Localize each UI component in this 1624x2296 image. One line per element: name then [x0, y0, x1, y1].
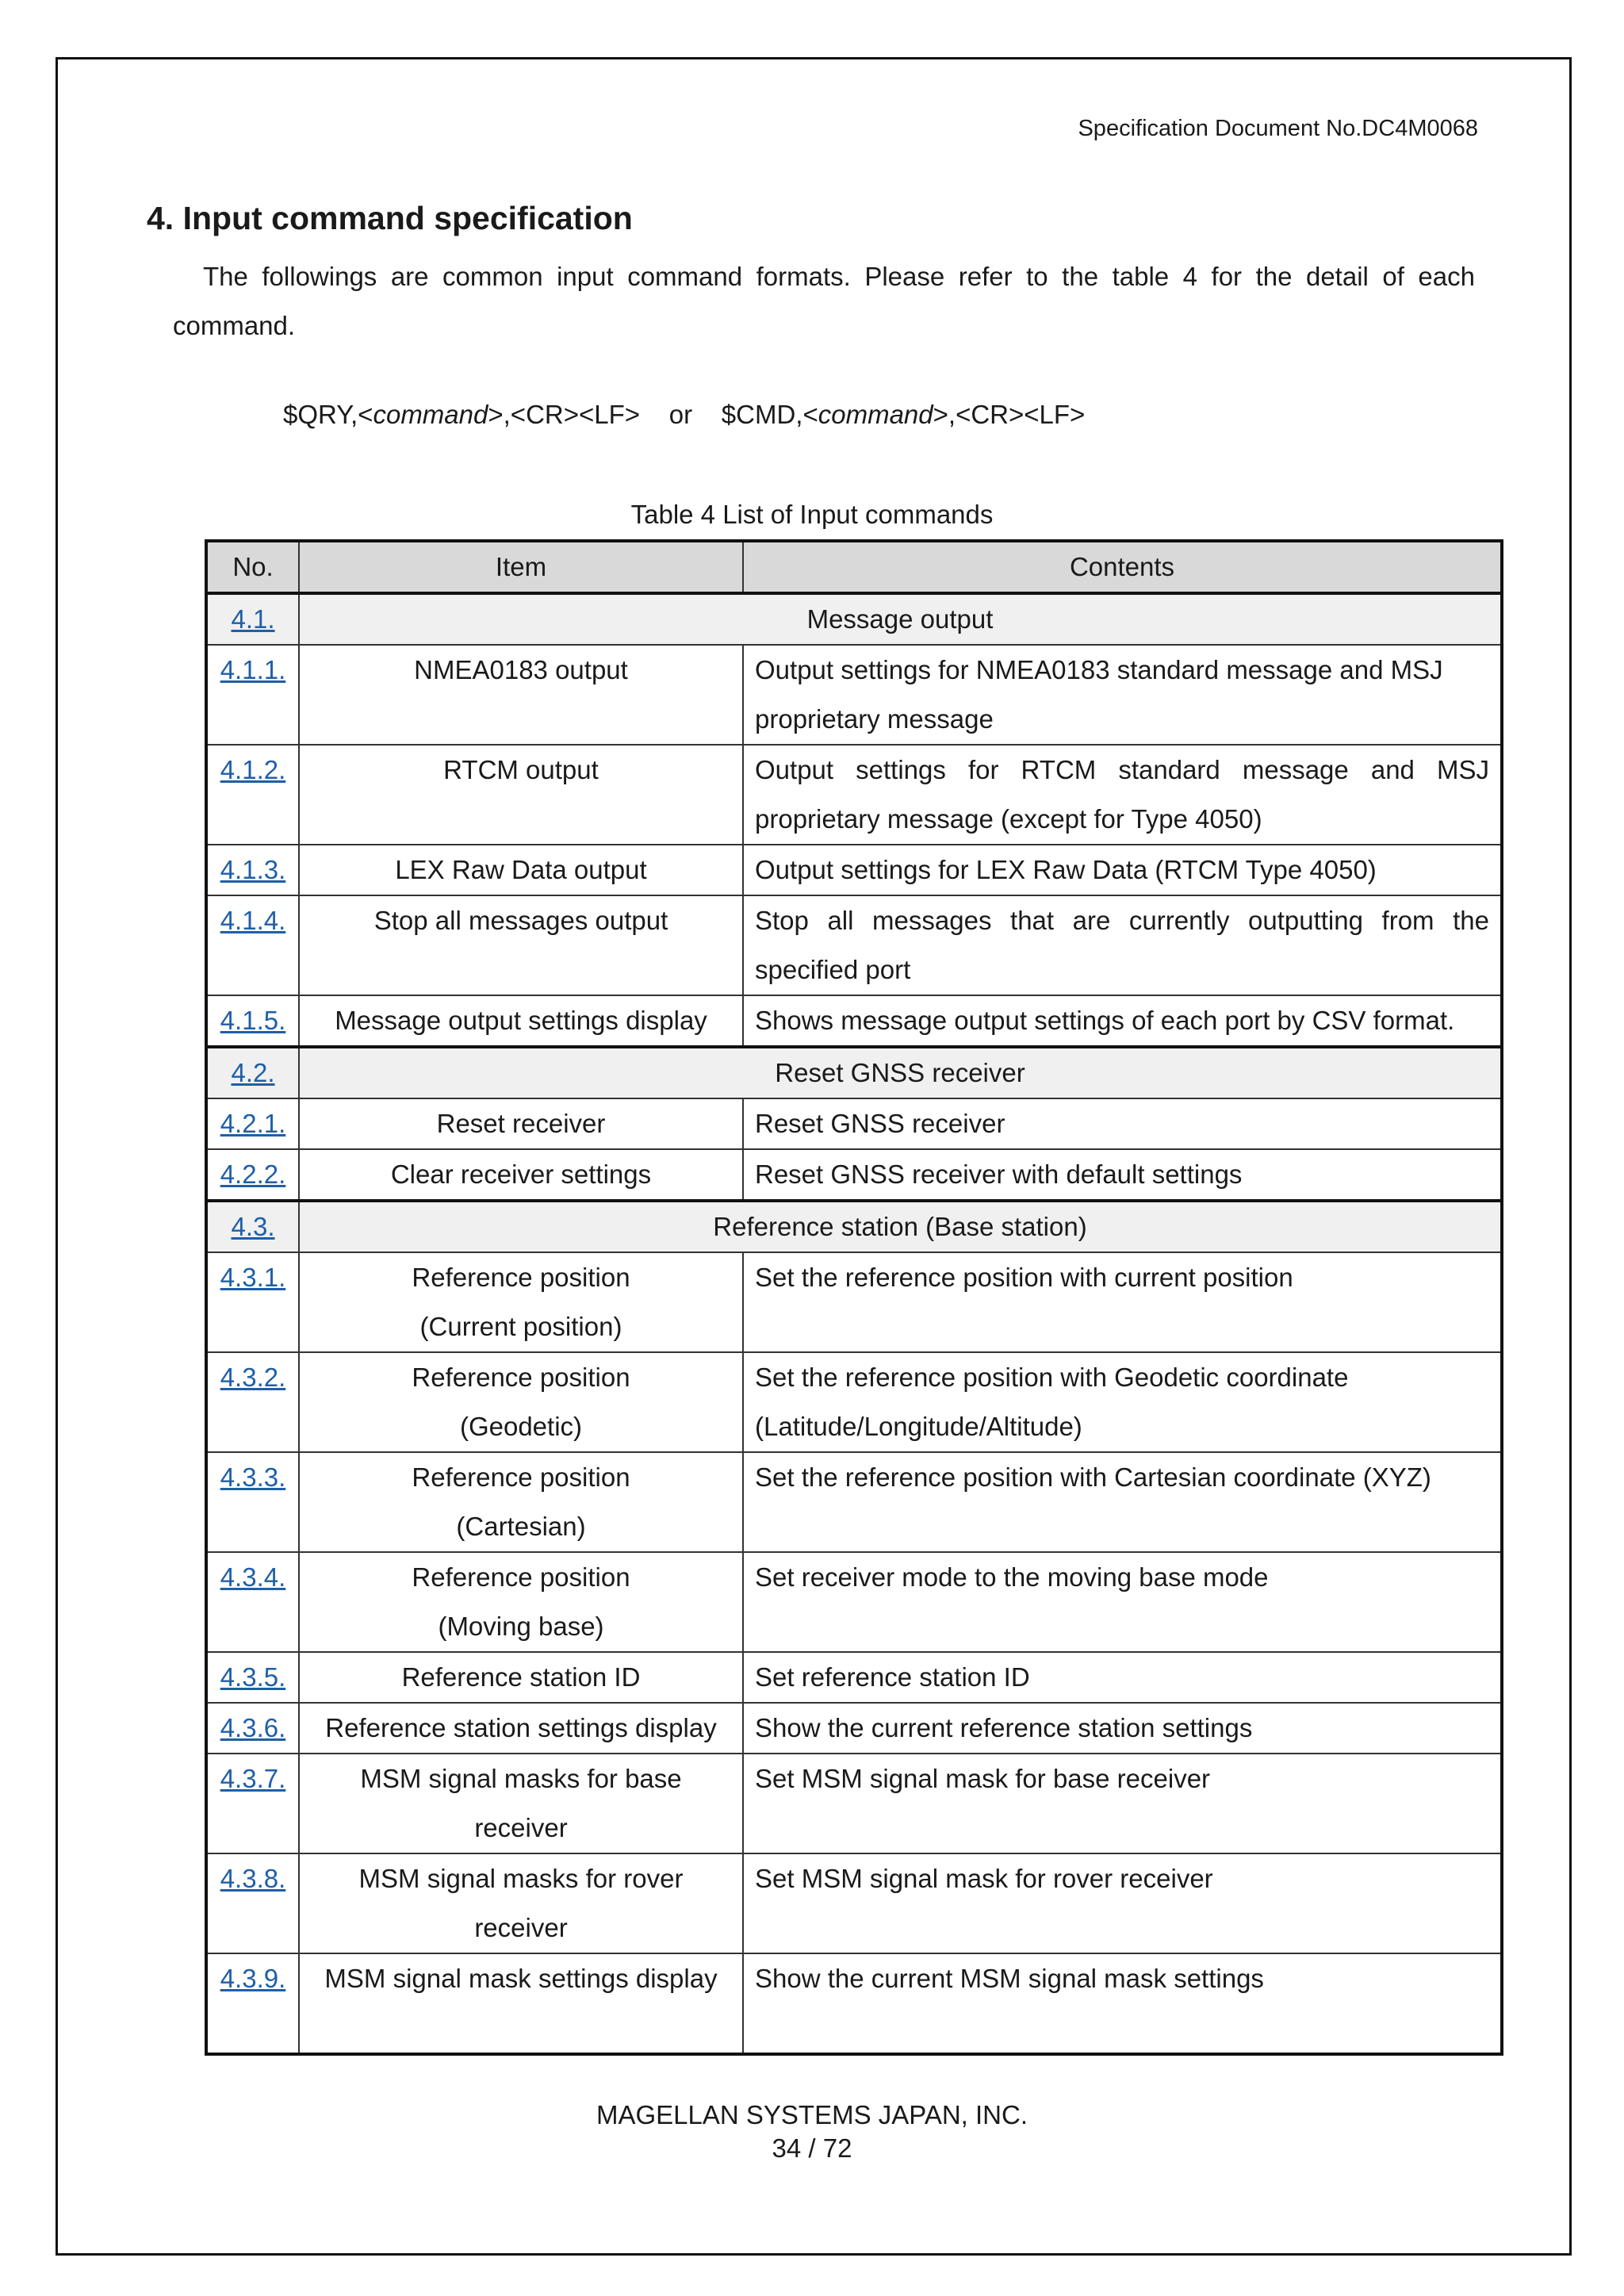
- header-contents: Contents: [743, 541, 1502, 593]
- table-caption: Table 4 List of Input commands: [630, 500, 994, 529]
- cell-contents: Output settings for LEX Raw Data (RTCM Type 4050): [743, 845, 1502, 895]
- table-row: [206, 1703, 1502, 1754]
- table-row: [206, 1853, 1502, 1953]
- group-label: Reset GNSS receiver: [299, 1047, 1502, 1098]
- section-link[interactable]: 4.3.5.: [220, 1662, 286, 1692]
- cell-item: Reset receiver: [299, 1098, 743, 1149]
- section-link[interactable]: 4.1.5.: [220, 1006, 286, 1035]
- cell-no: [206, 1652, 299, 1703]
- section-link[interactable]: 4.1.1.: [220, 655, 286, 684]
- section-link[interactable]: 4.2.2.: [220, 1159, 286, 1189]
- cell-no: [206, 1201, 299, 1252]
- cell-item: Stop all messages output: [299, 895, 743, 995]
- cell-contents: Set MSM signal mask for base receiver: [743, 1754, 1502, 1853]
- table-row: [206, 1452, 1502, 1552]
- section-link[interactable]: 4.2.: [231, 1058, 275, 1087]
- cell-contents: Set the reference position with Geodetic coordinate (Latitude/Longitude/Altitude): [743, 1352, 1502, 1452]
- section-link[interactable]: 4.3.9.: [220, 1964, 286, 1993]
- table-row: [206, 1252, 1502, 1352]
- section-link[interactable]: 4.3.4.: [220, 1562, 286, 1592]
- table-body: [206, 593, 1502, 2054]
- cell-contents: Set reference station ID: [743, 1652, 1502, 1703]
- cell-item: NMEA0183 output: [299, 645, 743, 745]
- cell-no: [206, 845, 299, 895]
- section-link[interactable]: 4.1.2.: [220, 755, 286, 784]
- cell-contents: Reset GNSS receiver with default settings: [743, 1149, 1502, 1201]
- section-link[interactable]: 4.1.3.: [220, 855, 286, 884]
- cell-item: RTCM output: [299, 745, 743, 845]
- cell-item: Reference position (Geodetic): [299, 1352, 743, 1452]
- cell-contents: Reset GNSS receiver: [743, 1098, 1502, 1149]
- cell-item: Reference position (Moving base): [299, 1552, 743, 1652]
- table-row: [206, 845, 1502, 895]
- cell-no: [206, 1853, 299, 1953]
- cell-item: Reference position (Current position): [299, 1252, 743, 1352]
- cmd-suffix: >,<CR><LF>: [933, 400, 1086, 429]
- footer-page-number: 34 / 72: [772, 2133, 852, 2163]
- group-label: Message output: [299, 593, 1502, 645]
- cell-no: [206, 645, 299, 745]
- header-item: Item: [299, 541, 743, 593]
- cell-contents: Set the reference position with Cartesian coordinate (XYZ): [743, 1452, 1502, 1552]
- table-row: [206, 1652, 1502, 1703]
- cell-contents: Shows message output settings of each port by CSV format.: [743, 995, 1502, 1047]
- table-row: [206, 645, 1502, 745]
- footer-company: MAGELLAN SYSTEMS JAPAN, INC.: [596, 2100, 1028, 2129]
- table-row: [206, 1552, 1502, 1652]
- cell-no: [206, 1552, 299, 1652]
- table-row: [206, 1953, 1502, 2054]
- section-link[interactable]: 4.3.: [231, 1212, 275, 1241]
- cell-contents: Set the reference position with current position: [743, 1252, 1502, 1352]
- table-row: [206, 1352, 1502, 1452]
- qry-prefix: $QRY,<: [283, 400, 373, 429]
- cell-no: [206, 895, 299, 995]
- cell-no: [206, 1754, 299, 1853]
- intro-paragraph: The followings are common input command formats. Please refer to the table 4 for the detail of each command.: [173, 262, 1475, 340]
- qry-command-placeholder: command: [373, 400, 488, 429]
- cmd-prefix: $CMD,<: [721, 400, 818, 429]
- cell-item: MSM signal masks for base receiver: [299, 1754, 743, 1853]
- section-link[interactable]: 4.2.1.: [220, 1109, 286, 1138]
- cell-no: [206, 745, 299, 845]
- section-link[interactable]: 4.3.7.: [220, 1764, 286, 1793]
- cell-item: Reference station settings display: [299, 1703, 743, 1754]
- cmd-command-placeholder: command: [818, 400, 933, 429]
- table-row: [206, 745, 1502, 845]
- section-link[interactable]: 4.1.4.: [220, 906, 286, 935]
- cell-contents: Output settings for RTCM standard message and MSJ proprietary message (except for Type 4050): [743, 745, 1502, 845]
- group-label: Reference station (Base station): [299, 1201, 1502, 1252]
- command-format-line: [283, 400, 1085, 430]
- cell-item: Reference station ID: [299, 1652, 743, 1703]
- cell-no: [206, 1047, 299, 1098]
- table-row: [206, 1754, 1502, 1853]
- cell-no: [206, 1953, 299, 2054]
- table-row: [206, 995, 1502, 1047]
- cell-contents: Set receiver mode to the moving base mode: [743, 1552, 1502, 1652]
- section-link[interactable]: 4.3.3.: [220, 1462, 286, 1492]
- section-link[interactable]: 4.3.2.: [220, 1363, 286, 1392]
- section-link[interactable]: 4.3.8.: [220, 1864, 286, 1893]
- cell-item: LEX Raw Data output: [299, 845, 743, 895]
- section-link[interactable]: 4.3.1.: [220, 1263, 286, 1292]
- cell-item: Reference position (Cartesian): [299, 1452, 743, 1552]
- group-row: [206, 593, 1502, 645]
- cell-no: [206, 593, 299, 645]
- section-link[interactable]: 4.3.6.: [220, 1713, 286, 1742]
- cell-no: [206, 1352, 299, 1452]
- section-title: 4. Input command specification: [147, 200, 633, 236]
- group-row: [206, 1047, 1502, 1098]
- cell-item: MSM signal mask settings display: [299, 1953, 743, 2054]
- or-separator: or: [668, 400, 693, 429]
- table-header-row: [206, 541, 1502, 593]
- qry-suffix: >,<CR><LF>: [488, 400, 641, 429]
- cell-item: Clear receiver settings: [299, 1149, 743, 1201]
- table-row: [206, 1149, 1502, 1201]
- cell-item: MSM signal masks for rover receiver: [299, 1853, 743, 1953]
- cell-no: [206, 1452, 299, 1552]
- cell-no: [206, 1098, 299, 1149]
- cell-contents: Output settings for NMEA0183 standard message and MSJ proprietary message: [743, 645, 1502, 745]
- cell-contents: Show the current MSM signal mask settings: [743, 1953, 1502, 2054]
- cell-no: [206, 1703, 299, 1754]
- group-row: [206, 1201, 1502, 1252]
- header-no: No.: [206, 541, 299, 593]
- cell-no: [206, 1252, 299, 1352]
- table-row: [206, 895, 1502, 995]
- section-link[interactable]: 4.1.: [231, 604, 275, 634]
- document-number: Specification Document No.DC4M0068: [1078, 116, 1478, 141]
- input-commands-table: [205, 539, 1503, 2056]
- table-row: [206, 1098, 1502, 1149]
- cell-contents: Set MSM signal mask for rover receiver: [743, 1853, 1502, 1953]
- cell-contents: Stop all messages that are currently outputting from the specified port: [743, 895, 1502, 995]
- cell-no: [206, 995, 299, 1047]
- cell-contents: Show the current reference station settings: [743, 1703, 1502, 1754]
- cell-item: Message output settings display: [299, 995, 743, 1047]
- cell-no: [206, 1149, 299, 1201]
